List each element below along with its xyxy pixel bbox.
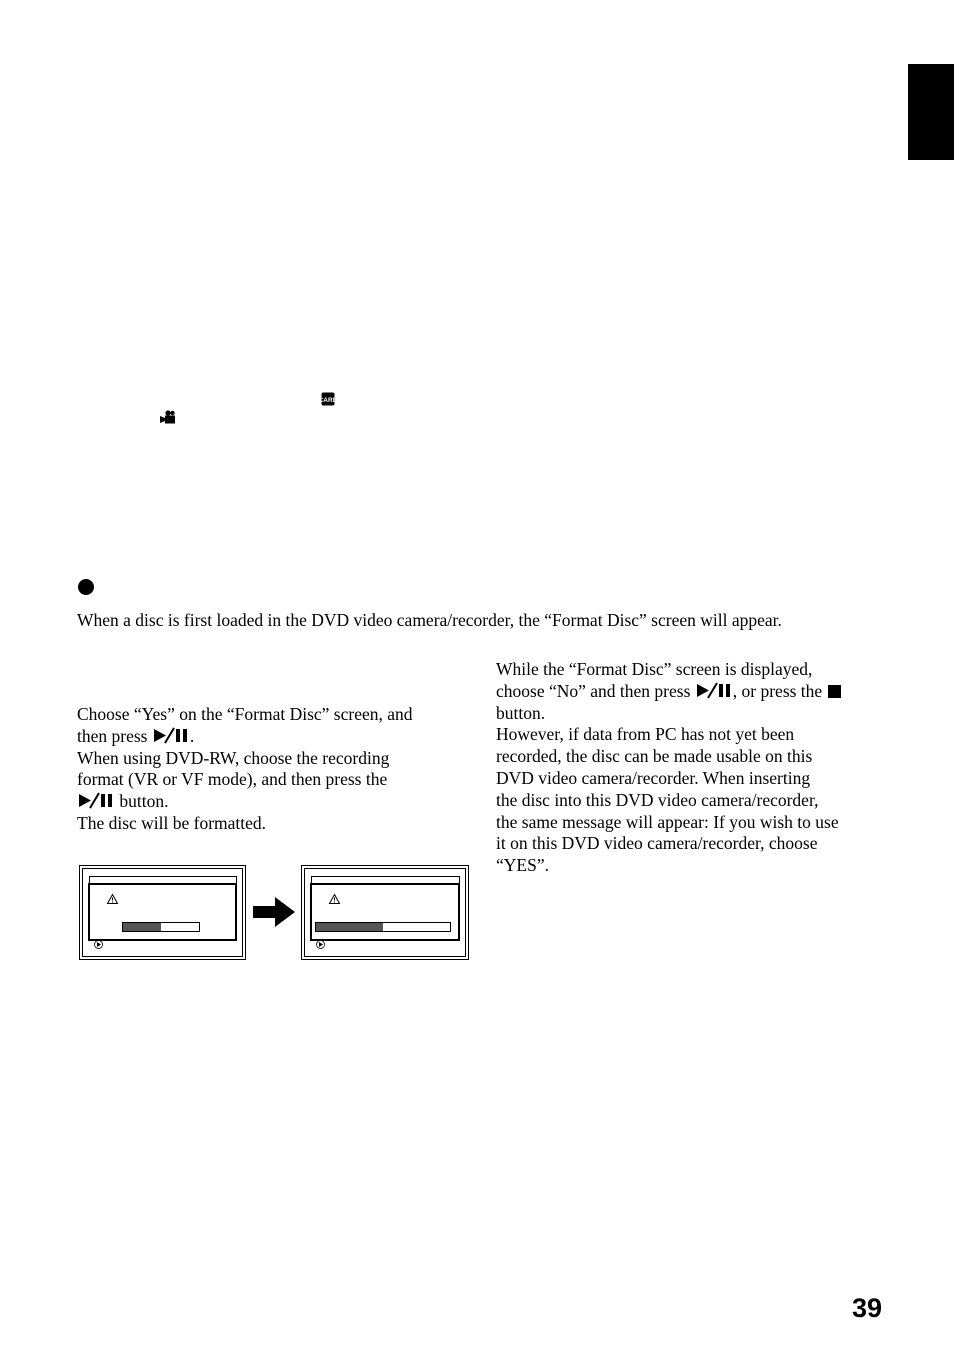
format-screen-before (79, 865, 246, 960)
text-line: then press . (77, 725, 195, 746)
right-arrow-icon (253, 897, 295, 927)
text-line: recorded, the disc can be made usable on this (496, 746, 813, 767)
section-tab (908, 64, 954, 160)
text-line: format (VR or VF mode), and then press the (77, 769, 388, 790)
stop-icon (827, 684, 842, 699)
format-progress-bar (315, 922, 451, 932)
format-progress-bar (122, 922, 200, 932)
text-line: button. (77, 791, 413, 813)
text-line: the same message will appear: If you wish to use (496, 811, 839, 832)
card-icon (318, 392, 338, 406)
play-icon (316, 940, 325, 949)
text-line: DVD video camera/recorder. When inserting (496, 767, 811, 788)
text-line: “YES”. (496, 855, 549, 876)
format-progress-fill (316, 923, 383, 931)
text-line: button. (496, 702, 546, 723)
warning-icon (107, 894, 118, 904)
warning-icon (329, 894, 340, 904)
text-line: When using DVD-RW, choose the recording (77, 747, 390, 768)
format-screen-progress (301, 865, 469, 960)
play-pause-icon (152, 727, 190, 744)
play-pause-icon (695, 682, 733, 699)
format-progress-fill (123, 923, 161, 931)
play-pause-icon (77, 792, 115, 809)
yes-instructions (77, 704, 413, 835)
text-line: choose “No” and then press , or press the (496, 681, 842, 703)
screen-dialog (88, 883, 237, 941)
text-line: The disc will be formatted. (77, 812, 267, 833)
svg-text:CARD: CARD (318, 397, 338, 404)
video-camera-icon (160, 410, 176, 424)
page-number: 39 (852, 1293, 883, 1323)
no-instructions (496, 659, 842, 877)
text-line: Choose “Yes” on the “Format Disc” screen, and (77, 704, 413, 724)
text-line: it on this DVD video camera/recorder, choose (496, 833, 818, 854)
text-line: the disc into this DVD video camera/recorder, (496, 789, 819, 810)
bullet-icon (78, 579, 94, 595)
intro-text: When a disc is first loaded in the DVD video camera/recorder, the “Format Disc” screen will appear. (77, 610, 782, 630)
text-line: While the “Format Disc” screen is displayed, (496, 659, 813, 679)
play-icon (94, 940, 103, 949)
text-line: However, if data from PC has not yet been (496, 724, 795, 745)
screen-dialog (310, 883, 460, 941)
